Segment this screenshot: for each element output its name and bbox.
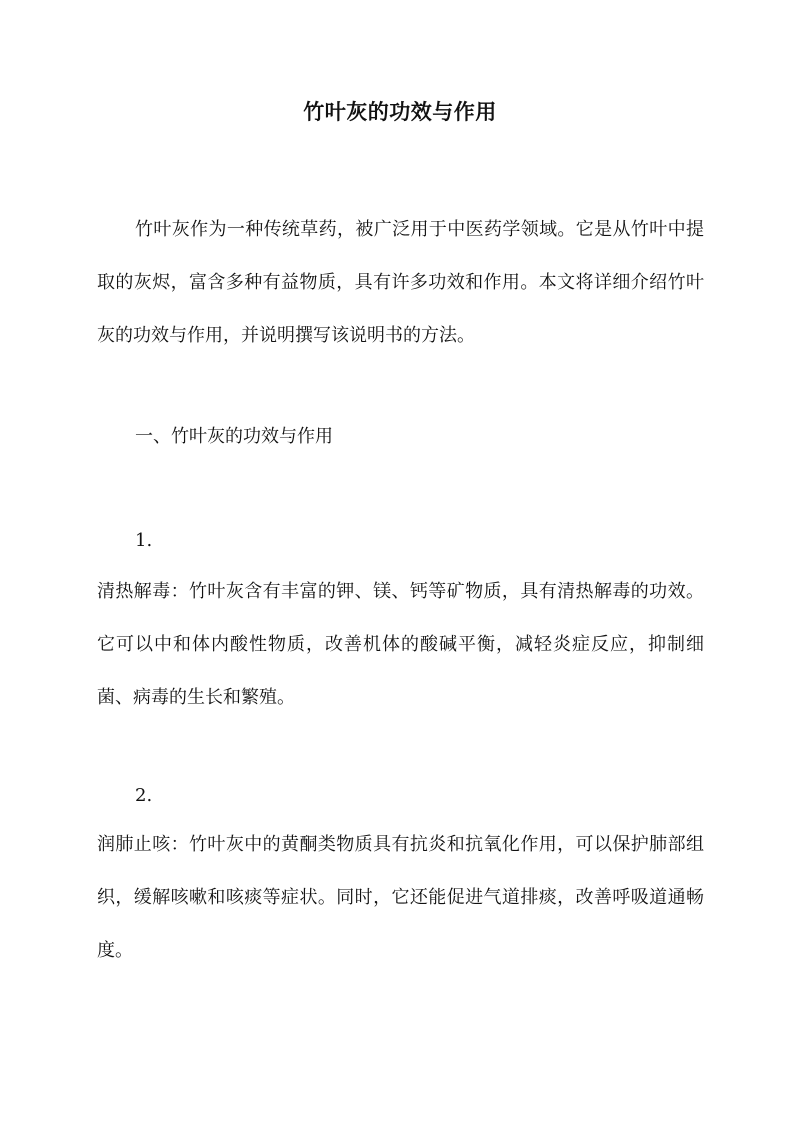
page-title: 竹叶灰的功效与作用	[303, 99, 497, 124]
item-number: 2.	[135, 785, 153, 806]
intro-paragraph: 竹叶灰作为一种传统草药，被广泛用于中医药学领域。它是从竹叶中提取的灰烬，富含多种有益物质，具有许多功效和作用。本文将详细介绍竹叶灰的功效与作用，并说明撰写该说明书的方法。	[97, 219, 704, 346]
item-paragraph: 清热解毒：竹叶灰含有丰富的钾、镁、钙等矿物质，具有清热解毒的功效。它可以中和体内酸性物质，改善机体的酸碱平衡，减轻炎症反应，抑制细菌、病毒的生长和繁殖。	[97, 581, 704, 708]
item-paragraph: 润肺止咳：竹叶灰中的黄酮类物质具有抗炎和抗氧化作用，可以保护肺部组织，缓解咳嗽和咳痰等症状。同时，它还能促进气道排痰，改善呼吸道通畅度。	[97, 834, 704, 961]
section-heading: 一、竹叶灰的功效与作用	[135, 426, 333, 447]
item-number: 1.	[135, 530, 153, 551]
